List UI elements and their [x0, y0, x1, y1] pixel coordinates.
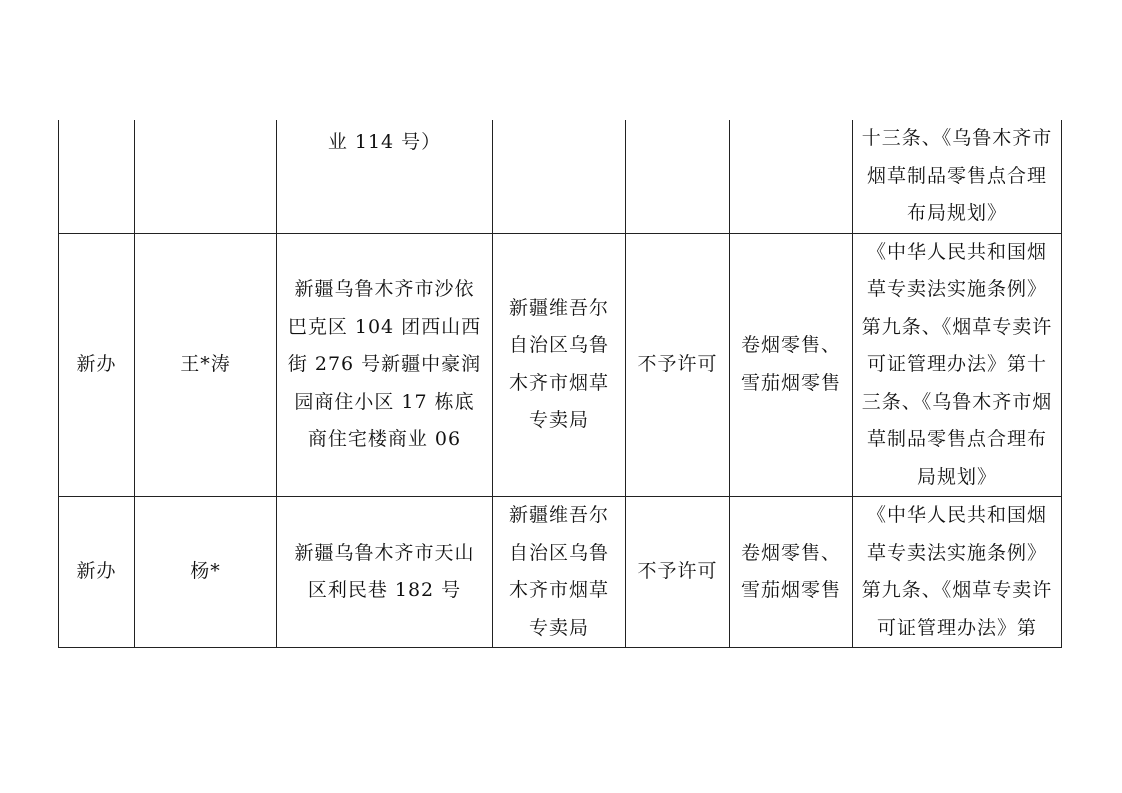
name-cell — [135, 120, 277, 233]
type-cell: 新办 — [59, 233, 135, 497]
table-row — [59, 233, 1062, 497]
table-row — [59, 120, 1062, 233]
decision-cell: 不予许可 — [626, 233, 730, 497]
authority-cell: 新疆维吾尔自治区乌鲁木齐市烟草专卖局 — [493, 233, 626, 497]
authority-cell: 新疆维吾尔自治区乌鲁木齐市烟草专卖局 — [493, 497, 626, 648]
scope-cell: 卷烟零售、雪茄烟零售 — [730, 233, 853, 497]
address-cell: 新疆乌鲁木齐市沙依巴克区 104 团西山西街 276 号新疆中豪润园商住小区 17 栋底商住宅楼商业 06 — [277, 233, 493, 497]
basis-cell: 《中华人民共和国烟草专卖法实施条例》第九条、《烟草专卖许可证管理办法》第十三条、《乌鲁木齐市烟草制品零售点合理布局规划》 — [853, 233, 1062, 497]
license-decision-table — [58, 120, 1062, 648]
decision-cell: 不予许可 — [626, 497, 730, 648]
authority-cell — [493, 120, 626, 233]
scope-cell: 卷烟零售、雪茄烟零售 — [730, 497, 853, 648]
type-cell — [59, 120, 135, 233]
address-cell: 业 114 号） — [277, 120, 493, 233]
scope-cell — [730, 120, 853, 233]
basis-cell: 《中华人民共和国烟草专卖法实施条例》第九条、《烟草专卖许可证管理办法》第 — [853, 497, 1062, 648]
type-cell: 新办 — [59, 497, 135, 648]
table-row — [59, 497, 1062, 648]
name-cell: 杨* — [135, 497, 277, 648]
decision-cell — [626, 120, 730, 233]
basis-cell: 十三条、《乌鲁木齐市烟草制品零售点合理布局规划》 — [853, 120, 1062, 233]
name-cell: 王*涛 — [135, 233, 277, 497]
address-cell: 新疆乌鲁木齐市天山区利民巷 182 号 — [277, 497, 493, 648]
